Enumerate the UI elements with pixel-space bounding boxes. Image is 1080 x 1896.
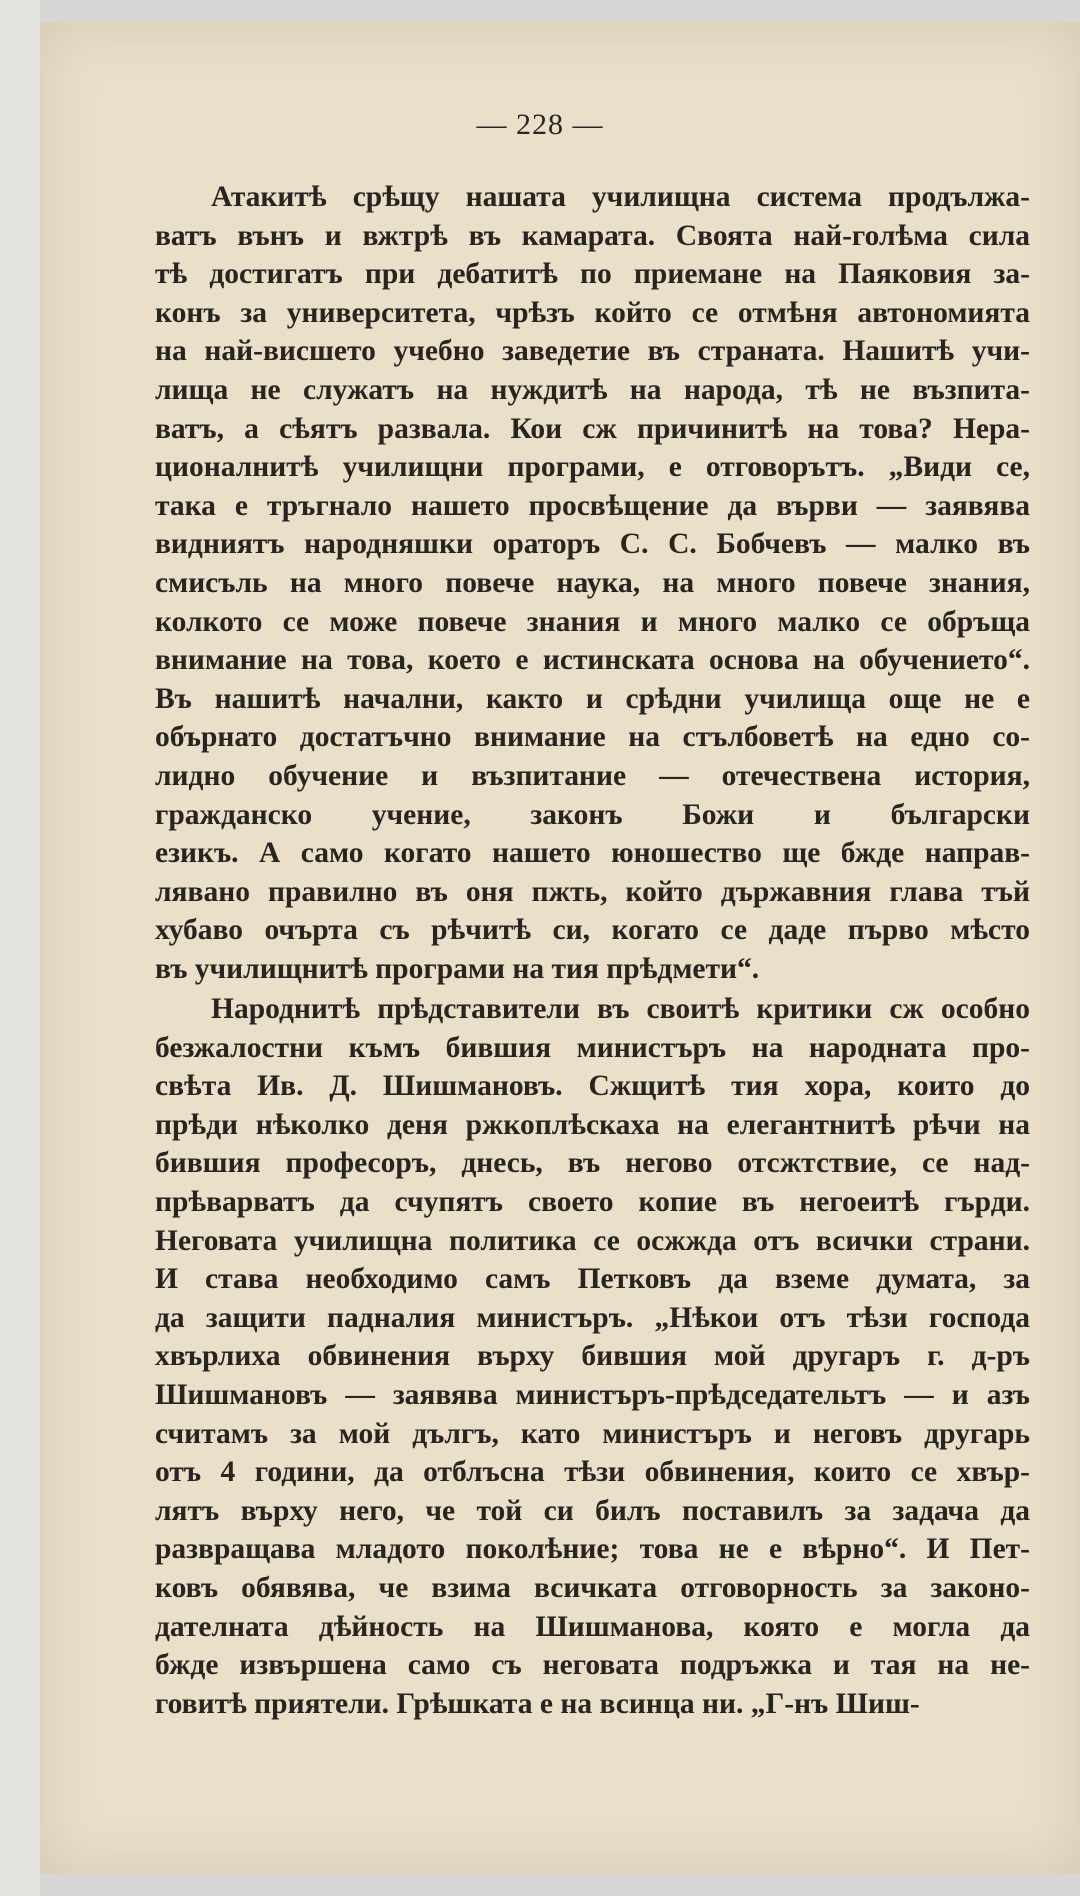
text-line: отъ 4 години, да отблъсна тѣзи обвинения, които се хвър- [155, 1456, 1030, 1489]
text-line: така е тръгнало нашето просвѣщение да върви — заявява [155, 489, 1030, 522]
page-number: — 228 — [476, 108, 604, 141]
text-line: ковъ обявява, че взима всичката отговорность за законо- [155, 1571, 1030, 1604]
text-line: лища не служатъ на нуждитѣ на народа, тѣ не възпита- [155, 373, 1030, 406]
text-line: Въ нашитѣ начални, както и срѣдни училища още не е [155, 682, 1030, 715]
paragraph-2 [155, 990, 1030, 1723]
text-line: бившия професоръ, днесь, въ негово отсжтствие, се над- [155, 1147, 1030, 1180]
text-line: свѣта Ив. Д. Шишмановъ. Сжщитѣ тия хора, които до [155, 1070, 1030, 1103]
text-line: прѣди нѣколко деня ржкоплѣскаха на елегантнитѣ рѣчи на [155, 1108, 1030, 1141]
text-line: гражданско учение, законъ Божи и български [155, 798, 1030, 831]
text-line: И става необходимо самъ Петковъ да вземе думата, за [155, 1263, 1030, 1296]
text-line: видниятъ народняшки ораторъ С. С. Бобчевъ — малко въ [155, 528, 1030, 561]
text-line: тѣ достигатъ при дебатитѣ по приемане на Паяковия за- [155, 258, 1030, 291]
text-line: развращава младото поколѣние; това не е вѣрно“. И Пет- [155, 1533, 1030, 1566]
scan-margin [0, 0, 40, 1896]
text-line: въ училищнитѣ програми на тия прѣдмети“. [155, 952, 760, 985]
text-line: езикъ. А само когато нашето юношество ще бжде направ- [155, 837, 1030, 870]
text-line: лявано правилно въ оня пжть, който държавния глава тъй [155, 875, 1030, 908]
text-line: хубаво очърта съ рѣчитѣ си, когато се даде първо мѣсто [155, 914, 1030, 947]
text-line: обърнато достатъчно внимание на стълбоветѣ на едно со- [155, 721, 1030, 754]
text-line: да защити падналия министъръ. „Нѣкои отъ тѣзи господа [155, 1301, 1030, 1334]
text-line: лидно обучение и възпитание — отечествена история, [155, 759, 1030, 792]
text-line: на най-висшето учебно заведетие въ страната. Нашитѣ учи- [155, 335, 1030, 368]
text-line: Атакитѣ срѣщу нашата училищна система продължа- [211, 181, 1030, 213]
text-line: бжде извършена само съ неговата подръжка и тая на не- [155, 1649, 1030, 1682]
text-line: ционалнитѣ училищни програми, е отговорътъ. „Види се, [155, 451, 1030, 484]
text-line: Шишмановъ — заявява министъръ-прѣдседательтъ — и азъ [155, 1378, 1030, 1411]
text-line: Неговата училищна политика се осжжда отъ всички страни. [155, 1224, 1030, 1257]
text-line: внимание на това, което е истинската основа на обучението“. [155, 644, 1030, 677]
text-line: конъ за университета, чрѣзъ който се отмѣня автономията [155, 296, 1030, 329]
paragraph-1 [155, 178, 1030, 988]
text-line: дателната дѣйность на Шишманова, която е могла да [155, 1610, 1030, 1643]
text-line: ватъ, а сѣятъ развала. Кои сж причинитѣ на това? Нера- [155, 412, 1030, 445]
text-line: ватъ вънъ и вжтрѣ въ камарата. Своята най-голѣма сила [155, 219, 1030, 252]
text-line: говитѣ приятели. Грѣшката е на всинца ни. „Г-нъ Шиш- [155, 1687, 920, 1720]
text-line: лятъ върху него, че той си билъ поставилъ за задача да [155, 1494, 1030, 1527]
text-line: безжалостни къмъ бившия министъръ на народната про- [155, 1031, 1030, 1064]
text-line: прѣварватъ да счупятъ своето копие въ негоеитѣ гърди. [155, 1185, 1030, 1218]
text-line: считамъ за мой дългъ, като министъръ и неговъ другарь [155, 1417, 1030, 1450]
text-line: колкото се може повече знания и много малко се обръща [155, 605, 1030, 638]
text-line: Народнитѣ прѣдставители въ своитѣ критики сж особно [211, 993, 1030, 1025]
text-line: хвърлиха обвинения върху бившия мой другаръ г. д-ръ [155, 1340, 1030, 1373]
text-line: смисъль на много повече наука, на много повече знания, [155, 566, 1030, 599]
